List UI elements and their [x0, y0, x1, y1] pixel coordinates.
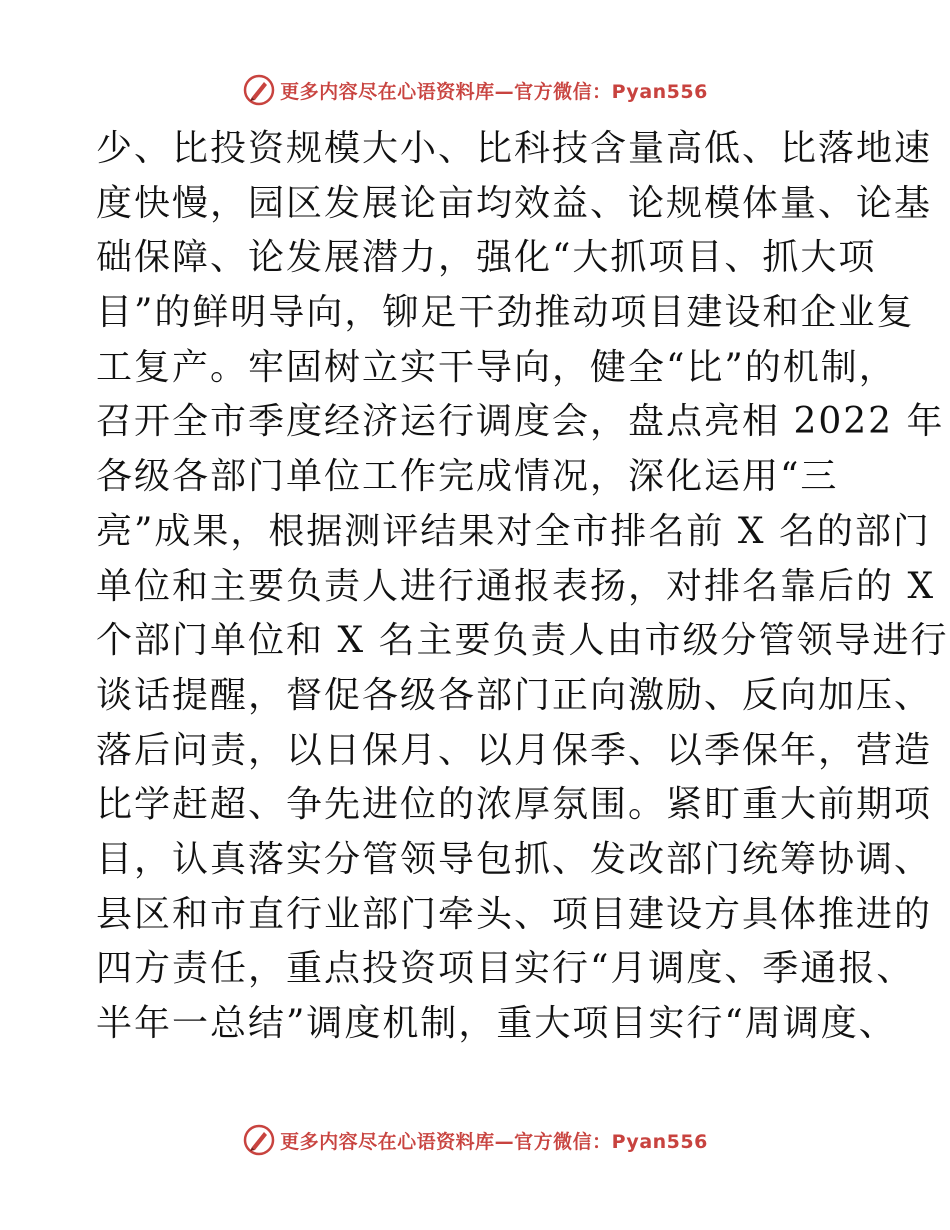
text-line: 度快慢，园区发展论亩均效益、论规模体量、论基: [96, 182, 933, 224]
text-line: 个部门单位和 X 名主要负责人由市级分管领导进行: [96, 620, 949, 662]
watermark-text: 更多内容尽在心语资料库—官方微信：Pyan556: [280, 1130, 708, 1153]
text-line: 目”的鲜明导向，铆足干劲推动项目建设和企业复: [96, 292, 915, 334]
text-line: 召开全市季度经济运行调度会，盘点亮相 2022 年: [96, 401, 945, 443]
pen-logo-icon: [242, 73, 276, 107]
text-line: 少、比投资规模大小、比科技含量高低、比落地速: [96, 128, 933, 169]
watermark-text: 更多内容尽在心语资料库—官方微信：Pyan556: [280, 80, 708, 103]
text-line: 亮”成果，根据测评结果对全市排名前 X 名的部门: [96, 510, 931, 552]
text-line: 目，认真落实分管领导包抓、发改部门统筹协调、: [96, 838, 933, 880]
text-line: 半年一总结”调度机制，重大项目实行“周调度、: [96, 1003, 897, 1044]
text-line: 工复产。牢固树立实干导向，健全“比”的机制，: [96, 346, 897, 388]
document-body: [96, 122, 949, 1052]
text-line: 落后问责，以日保月、以月保季、以季保年，营造: [96, 729, 933, 771]
text-line: 比学赶超、争先进位的浓厚氛围。紧盯重大前期项: [96, 784, 933, 826]
text-line: 四方责任，重点投资项目实行“月调度、季通报、: [96, 948, 915, 990]
text-line: 础保障、论发展潜力，强化“大抓项目、抓大项: [96, 237, 877, 279]
text-line: 各级各部门单位工作完成情况，深化运用“三: [96, 456, 839, 498]
text-line: 谈话提醒，督促各级各部门正向激励、反向加压、: [96, 674, 933, 716]
footer-watermark: [0, 1118, 950, 1162]
text-line: 单位和主要负责人进行通报表扬，对排名靠后的 X: [96, 565, 936, 607]
text-line: 县区和市直行业部门牵头、项目建设方具体推进的: [96, 893, 933, 935]
header-watermark: [0, 68, 950, 112]
pen-logo-icon: [242, 1123, 276, 1157]
